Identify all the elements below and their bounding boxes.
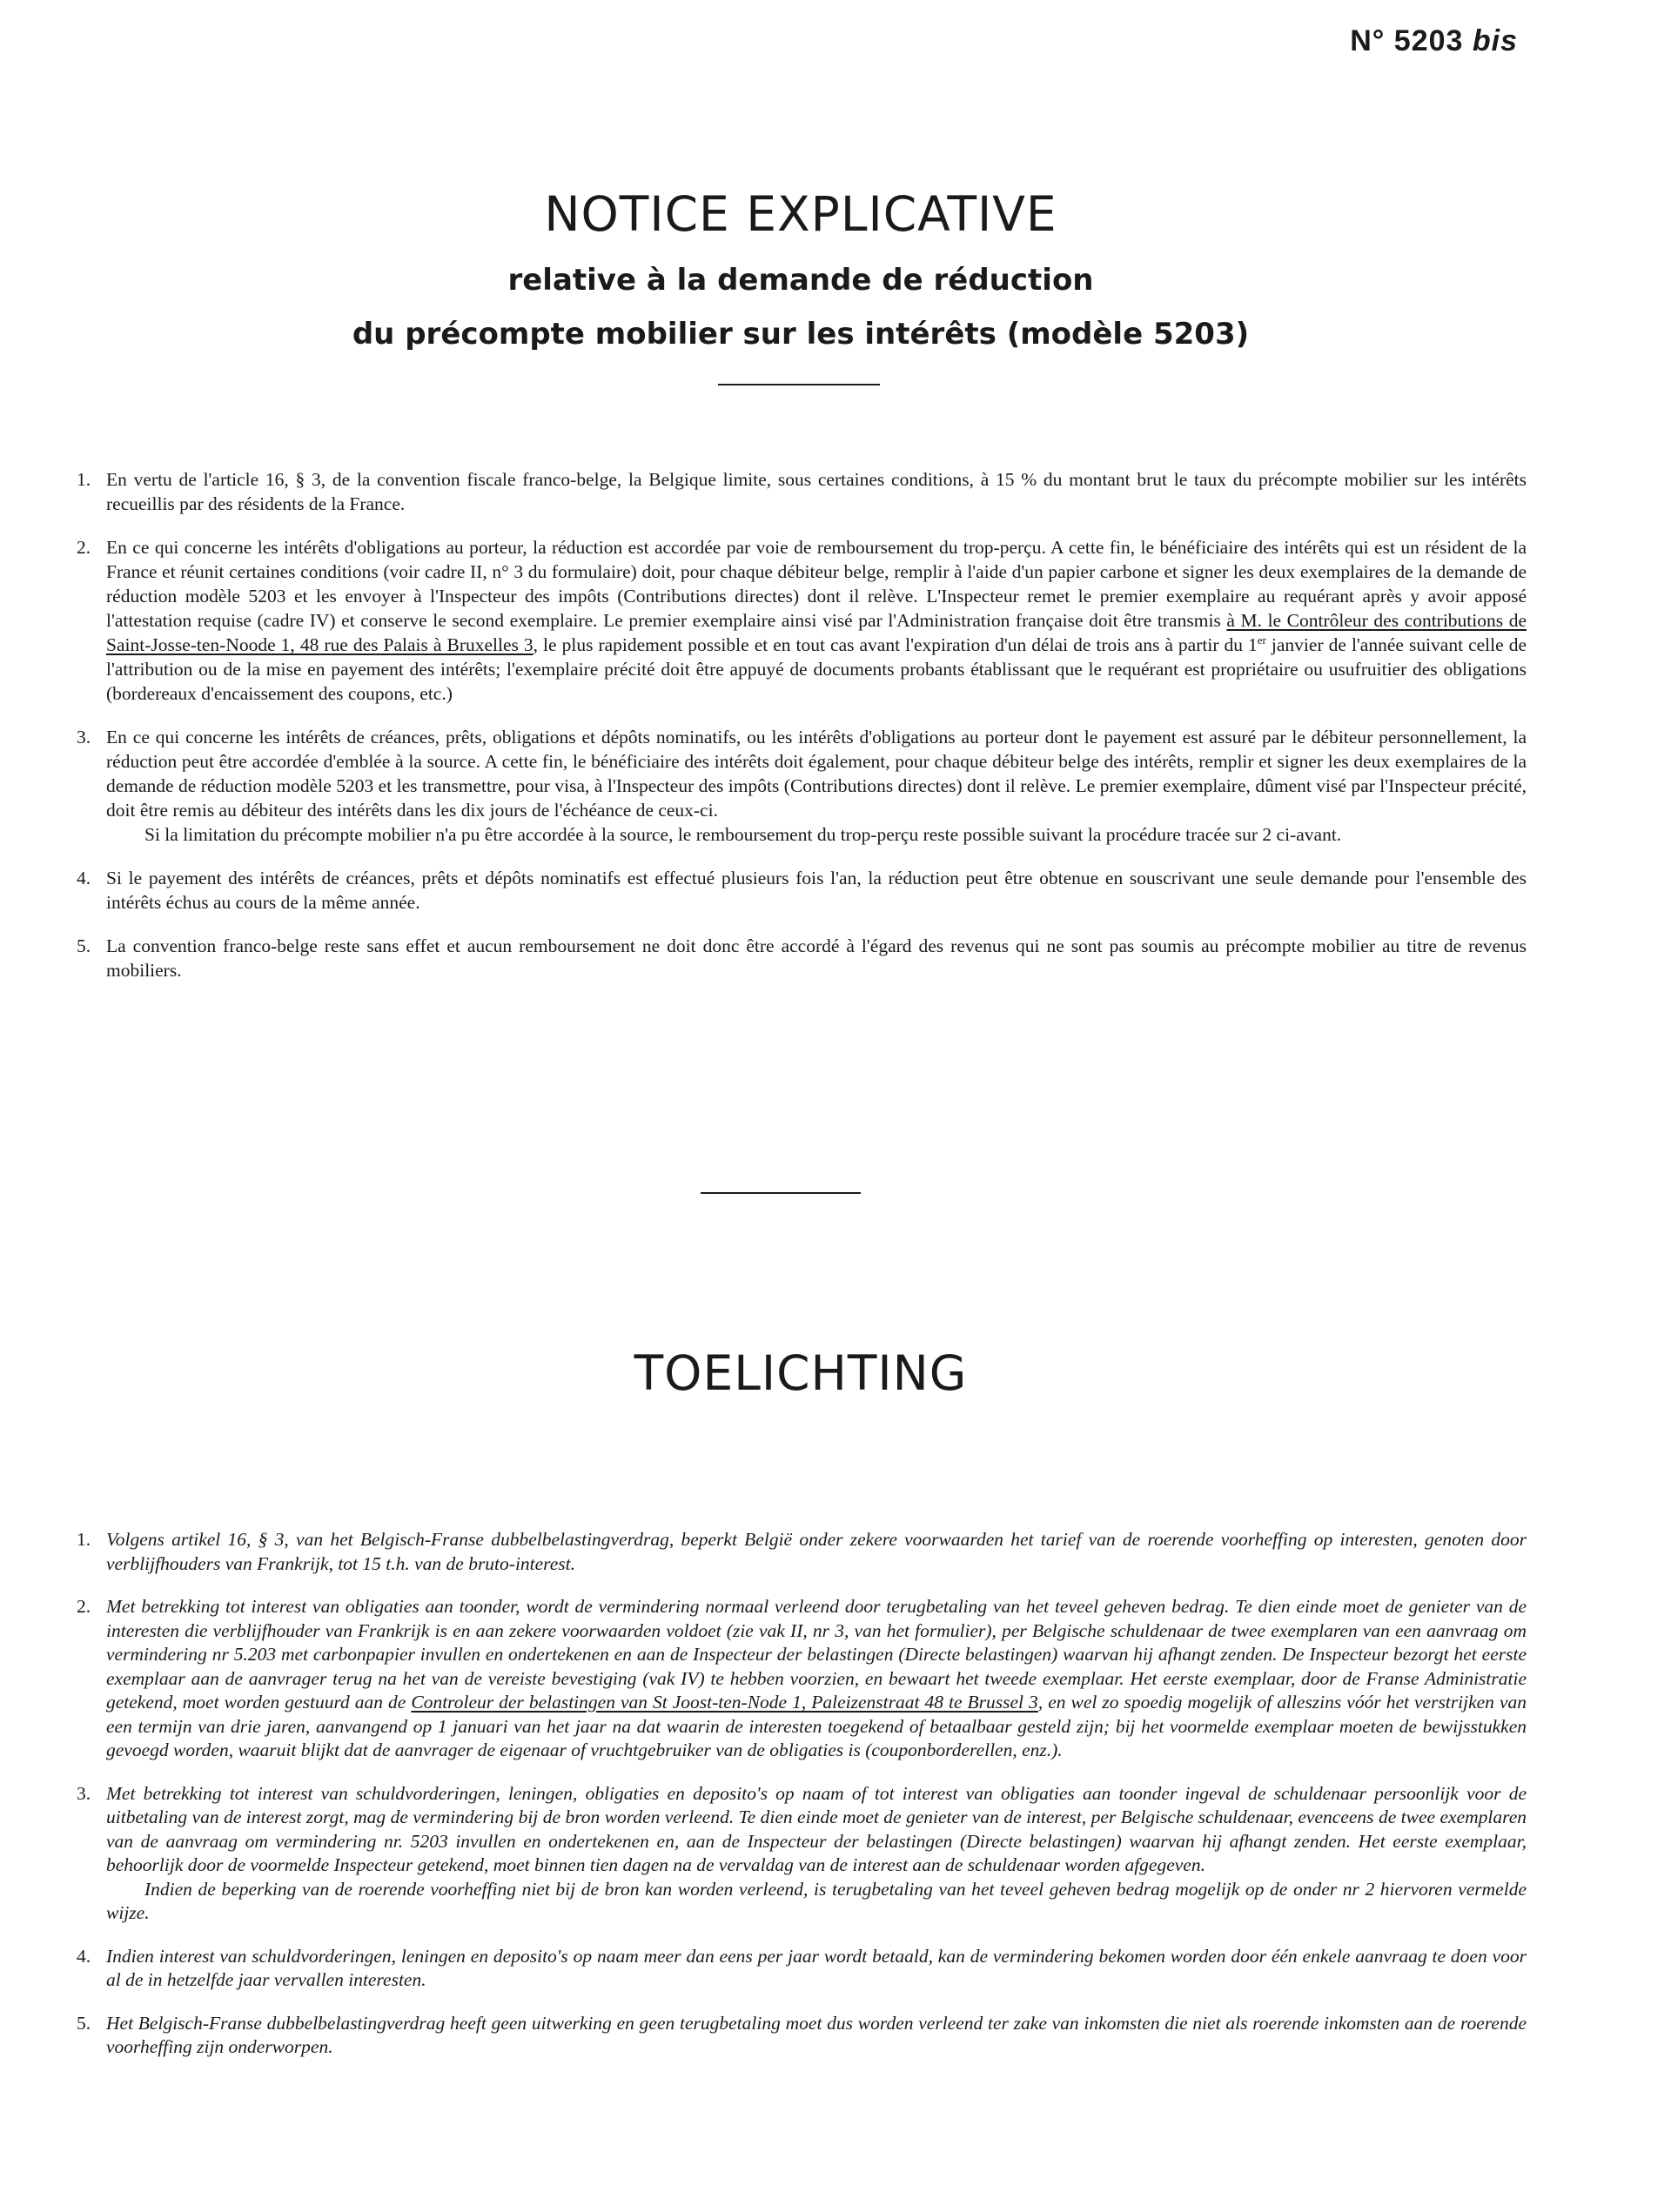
item-text-after: janvier de l'année suivant celle de l'attribution ou de la mise en payement des intérêts; l'exemplaire précité doit être appuyé de documents probants établissant que le requérant est propriétaire ou usufruitier des obligations (bordereaux d'encaissement des coupons, etc.) (106, 634, 1527, 704)
item-text: En ce qui concerne les intérêts de créances, prêts, obligations et dépôts nominatifs, ou les intérêts d'obligations au porteur dont le payement est assuré par le débiteur personnellement, la réduction peut être accordée d'emblée à la source. A cette fin, le bénéficiaire des intérêts doit également, pour chaque débiteur belge des intérêts, remplir et signer les deux exemplaires de la demande de réduction modèle 5203 et les transmettre, pour visa, à l'Inspecteur des impôts (Contributions directes) dont il relève. Le premier exemplaire, dûment visé par l'Inspecteur précité, doit être remis au débiteur des intérêts dans les dix jours de l'échéance de ceux-ci. (106, 727, 1527, 821)
form-number (1350, 24, 1518, 58)
ordinal-superscript: er (1257, 633, 1266, 647)
item-number: 2. (77, 537, 91, 558)
item-text-after: , en wel zo spoedig mogelijk of alleszins vóór het verstrijken van een termijn van drie jaren, aanvangend op 1 januari van het jaar na dat waarin de interesten toegekend of betaalbaar gesteld zijn; bij het voormelde exemplaar moeten de bewijsstukken gevoegd worden, waaruit blijkt dat de aanvrager de eigenaar of vruchtgebruiker van de obligaties is (couponborderellen, enz.). (106, 1692, 1527, 1760)
item-text (106, 535, 1527, 706)
item-text: Indien interest van schuldvorderingen, leningen en deposito's op naam meer dan eens per jaar wordt betaald, kan de vermindering bekomen worden door één enkele aanvraag te doen voor al de in hetzelfde jaar vervallen interesten. (106, 1945, 1527, 1990)
controller-address: à M. le Contrôleur des contributions de Saint-Josse-ten-Noode 1, 48 rue des Palais à Bruxelles 3 (106, 610, 1527, 655)
item-text-continued: Indien de beperking van de roerende voorheffing niet bij de bron kan worden verleend, is terugbetaling van het teveel geheven bedrag mogelijk op de onder nr 2 hiervoren vermelde wijze. (106, 1878, 1527, 1923)
item-text: La convention franco-belge reste sans effet et aucun remboursement ne doit donc être accordé à l'égard des revenus qui ne sont pas soumis au précompte mobilier au titre de revenus mobiliers. (106, 935, 1527, 981)
item-number: 3. (77, 1782, 91, 1804)
item-text-before: Met betrekking tot interest van obligaties aan toonder, wordt de vermindering normaal verleend door terugbetaling van het teveel geheven bedrag. Te dien einde moet de genieter van de interesten die verblijfhouder van Frankrijk is en aan zekere voorwaarden voldoet (zie vak II, nr 3, van het formulier), per Belgische schuldenaar de twee exemplaren van een aanvraag om vermindering nr 5.203 met carbonpapier invullen en ondertekenen en aan de Inspecteur der belastingen (Directe belastingen) waarvan hij afhangt zenden. De Inspecteur bezorgt het eerste exemplaar aan de aanvrager terug na het van de vereiste bevestiging (vak IV) te hebben voorzien, en bewaart het tweede exemplaar. Het eerste exemplaar, door de Franse Administratie getekend, moet worden gestuurd aan de (106, 1596, 1527, 1713)
item-text: En vertu de l'article 16, § 3, de la convention fiscale franco-belge, la Belgique limite, sous certaines conditions, à 15 % du montant brut le taux du précompte mobilier sur les intérêts recueillis par des résidents de la France. (106, 469, 1527, 514)
item-text-before: En ce qui concerne les intérêts d'obligations au porteur, la réduction est accordée par voie de remboursement du trop-perçu. A cette fin, le bénéficiaire des intérêts qui est un résident de la France et réunit certaines conditions (voir cadre II, n° 3 du formulaire) doit, pour chaque débiteur belge, remplir à l'aide d'un papier carbone et signer les deux exemplaires de la demande de réduction modèle 5203 et les envoyer à l'Inspecteur des impôts (Contributions directes) dont il relève. L'Inspecteur remet le premier exemplaire au requérant après y avoir apposé l'attestation requise (cadre IV) et conserve le second exemplaire. Le premier exemplaire ainsi visé par l'Administration française doit être transmis (106, 537, 1527, 631)
dutch-item-4 (77, 1945, 1527, 1993)
section-divider (701, 1192, 861, 1194)
dutch-item-1 (77, 1528, 1527, 1576)
item-number: 1. (77, 1529, 91, 1550)
french-item-3 (77, 725, 1527, 847)
french-item-5 (77, 934, 1527, 982)
item-text-continued: Si la limitation du précompte mobilier n'a pu être accordée à la source, le remboursement du trop-perçu reste possible suivant la procédure tracée sur 2 ci-avant. (144, 824, 1342, 845)
item-text-mid: , le plus rapidement possible et en tout cas avant l'expiration d'un délai de trois ans à partir du 1 (533, 634, 1258, 655)
item-text: Si le payement des intérêts de créances, prêts et dépôts nominatifs est effectué plusieurs fois l'an, la réduction peut être obtenue en souscrivant une seule demande pour l'ensemble des intérêts échus au cours de la même année. (106, 868, 1527, 913)
french-subtitle-line1: relative à la demande de réduction (507, 263, 1094, 298)
item-number: 4. (77, 1945, 91, 1967)
form-number-suffix: bis (1472, 24, 1518, 57)
french-title: NOTICE EXPLICATIVE (544, 186, 1057, 242)
item-number: 5. (77, 935, 91, 956)
item-number: 3. (77, 727, 91, 747)
item-text (106, 1595, 1527, 1763)
french-item-4 (77, 866, 1527, 915)
french-item-2 (77, 535, 1527, 706)
item-number: 1. (77, 469, 91, 490)
dutch-item-2 (77, 1595, 1527, 1763)
dutch-item-3 (77, 1782, 1527, 1926)
form-number-prefix: N° 5203 (1350, 24, 1464, 57)
item-text: Volgens artikel 16, § 3, van het Belgisch-Franse dubbelbelastingverdrag, beperkt België onder zekere voorwaarden het tarief van de roerende voorheffing op interesten, genoten door verblijfhouders van Frankrijk, tot 15 t.h. van de bruto-interest. (106, 1529, 1527, 1574)
dutch-notice-list (77, 1528, 1527, 2079)
dutch-item-5 (77, 2012, 1527, 2060)
french-notice-list (77, 467, 1527, 1002)
title-divider (718, 384, 880, 385)
french-subtitle-line2: du précompte mobilier sur les intérêts (modèle 5203) (352, 317, 1250, 352)
item-text: Het Belgisch-Franse dubbelbelastingverdrag heeft geen uitwerking en geen terugbetaling moet dus worden verleend ter zake van inkomsten die niet als roerende inkomsten aan de roerende voorheffing zijn onderworpen. (106, 2012, 1527, 2057)
item-text: Met betrekking tot interest van schuldvorderingen, leningen, obligaties en deposito's op naam of tot interest van obligaties aan toonder ingeval de schuldenaar persoonlijk voor de uitbetaling van de interest zorgt, mag de vermindering bij de bron worden verleend. Te dien einde moet de genieter van de interest, per Belgische schuldenaar, evenceens de twee exemplaren van de aanvraag om vermindering nr. 5203 invullen en ondertekenen en, aan de Inspecteur der belastingen (Directe belastingen) waarvan hij afhangt zenden. Het eerste exemplaar, behoorlijk door de voormelde Inspecteur getekend, moet binnen tien dagen na de vervaldag van de interest aan de schuldenaar worden afgegeven. (106, 1782, 1527, 1875)
item-number: 5. (77, 2012, 91, 2034)
item-number: 2. (77, 1596, 91, 1617)
controller-address: Controleur der belastingen van St Joost-ten-Node 1, Paleizenstraat 48 te Brussel 3 (411, 1692, 1038, 1713)
item-number: 4. (77, 868, 91, 888)
french-item-1 (77, 467, 1527, 516)
dutch-title: TOELICHTING (634, 1345, 968, 1401)
